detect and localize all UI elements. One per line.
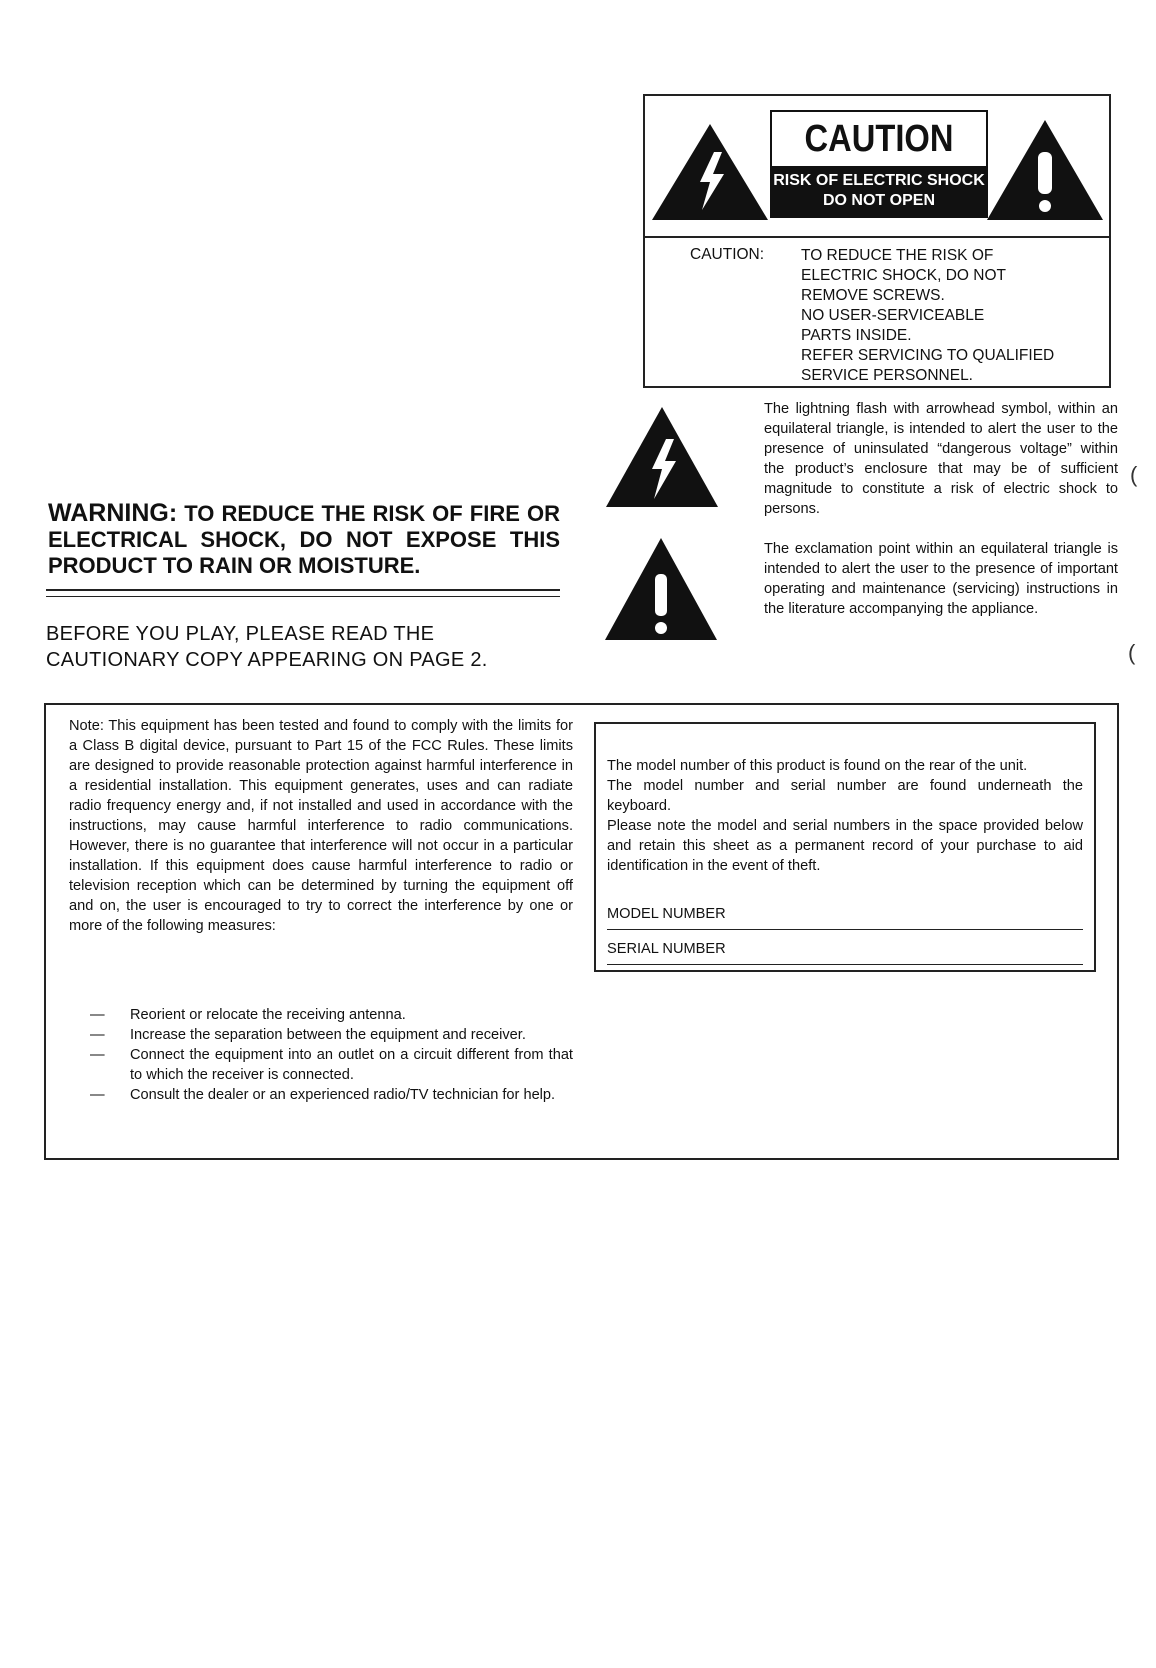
caution-line: NO USER-SERVICEABLE [801,307,985,324]
caution-band [772,166,986,216]
exclamation-symbol-icon [603,536,719,642]
warning-text: TO REDUCE THE RISK OF FIRE OR ELECTRICAL SHOCK, DO NOT EXPOSE THIS PRODUCT TO RAIN OR MOISTURE. [48,501,560,578]
caution-line: SERVICE PERSONNEL. [801,367,973,384]
serial-number-line [607,964,1083,965]
divider [46,596,560,597]
caution-line: REFER SERVICING TO QUALIFIED [801,347,1055,364]
exclamation-warning-icon [985,118,1105,222]
caution-line: PARTS INSIDE. [801,327,912,344]
caution-band-line1: RISK OF ELECTRIC SHOCK [773,172,985,189]
measure-text: Connect the equipment into an outlet on a circuit different from that to which the receiver is connected. [130,1047,573,1083]
margin-mark: ( [1128,640,1136,665]
dash: — [90,1047,105,1063]
measure-text: Increase the separation between the equipment and receiver. [130,1027,526,1043]
caution-label: CAUTION: [690,246,765,263]
list-item [90,1005,573,1025]
lightning-warning-icon [650,122,770,222]
warning-statement [48,500,560,579]
warning-lead: WARNING: [48,499,178,527]
model-info-text [607,756,1083,876]
caution-line: REMOVE SCREWS. [801,287,945,304]
model-number-line [607,929,1083,930]
dash: — [90,1007,105,1023]
model-info-line: The model number of this product is found on the rear of the unit. [607,758,1028,774]
dash: — [90,1087,105,1103]
model-number-label: MODEL NUMBER [607,906,726,922]
caution-divider [645,236,1111,238]
divider [46,589,560,591]
caution-title: CAUTION [804,118,954,160]
margin-mark: ( [1130,462,1138,487]
model-info-line: The model number and serial number are found underneath the keyboard. [607,778,1083,814]
measure-text: Consult the dealer or an experienced radio/TV technician for help. [130,1087,556,1103]
lightning-symbol-explanation: The lightning flash with arrowhead symbol, within an equilateral triangle, is intended to alert the user to the presence of uninsulated “dangerous voltage” within the product’s enclosure that may be of sufficient magnitude to constitute a risk of electric shock to persons. [764,401,1118,517]
serial-number-label: SERIAL NUMBER [607,941,726,957]
caution-line: ELECTRIC SHOCK, DO NOT [801,267,1006,284]
fcc-note: Note: This equipment has been tested and found to comply with the limits for a Class B digital device, pursuant to Part 15 of the FCC Rules. These limits are designed to provide reasonable protection against harmful interference in a residential installation. This equipment generates, uses and can radiate radio frequency energy and, if not installed and used in accordance with the instructions, may cause harmful interference to radio communications. However, there is no guarantee that interference will not occur in a particular installation. If this equipment does cause harmful interference to radio or television reception which can be determined by turning the equipment off and on, the user is encouraged to try to correct the interference by one or more of the following measures: [69,718,573,934]
exclamation-symbol-explanation: The exclamation point within an equilateral triangle is intended to alert the user to the presence of important operating and maintenance (servicing) instructions in the literature accompanying the appliance. [764,541,1118,617]
caution-band-line2: DO NOT OPEN [822,192,935,209]
dash: — [90,1027,105,1043]
list-item [90,1045,573,1085]
model-info-line: Please note the model and serial numbers in the space provided below and retain this sheet as a permanent record of your purchase to aid identification in the event of theft. [607,818,1083,874]
fcc-measures-list [90,1005,573,1105]
caution-line: TO REDUCE THE RISK OF [801,247,994,264]
lightning-symbol-icon [604,405,720,509]
list-item [90,1025,573,1045]
before-read-notice: BEFORE YOU PLAY, PLEASE READ THE CAUTIONARY COPY APPEARING ON PAGE 2. [46,623,488,671]
measure-text: Reorient or relocate the receiving antenna. [130,1007,406,1023]
list-item [90,1085,573,1105]
caution-banner [770,110,988,218]
caution-text [801,246,1101,386]
